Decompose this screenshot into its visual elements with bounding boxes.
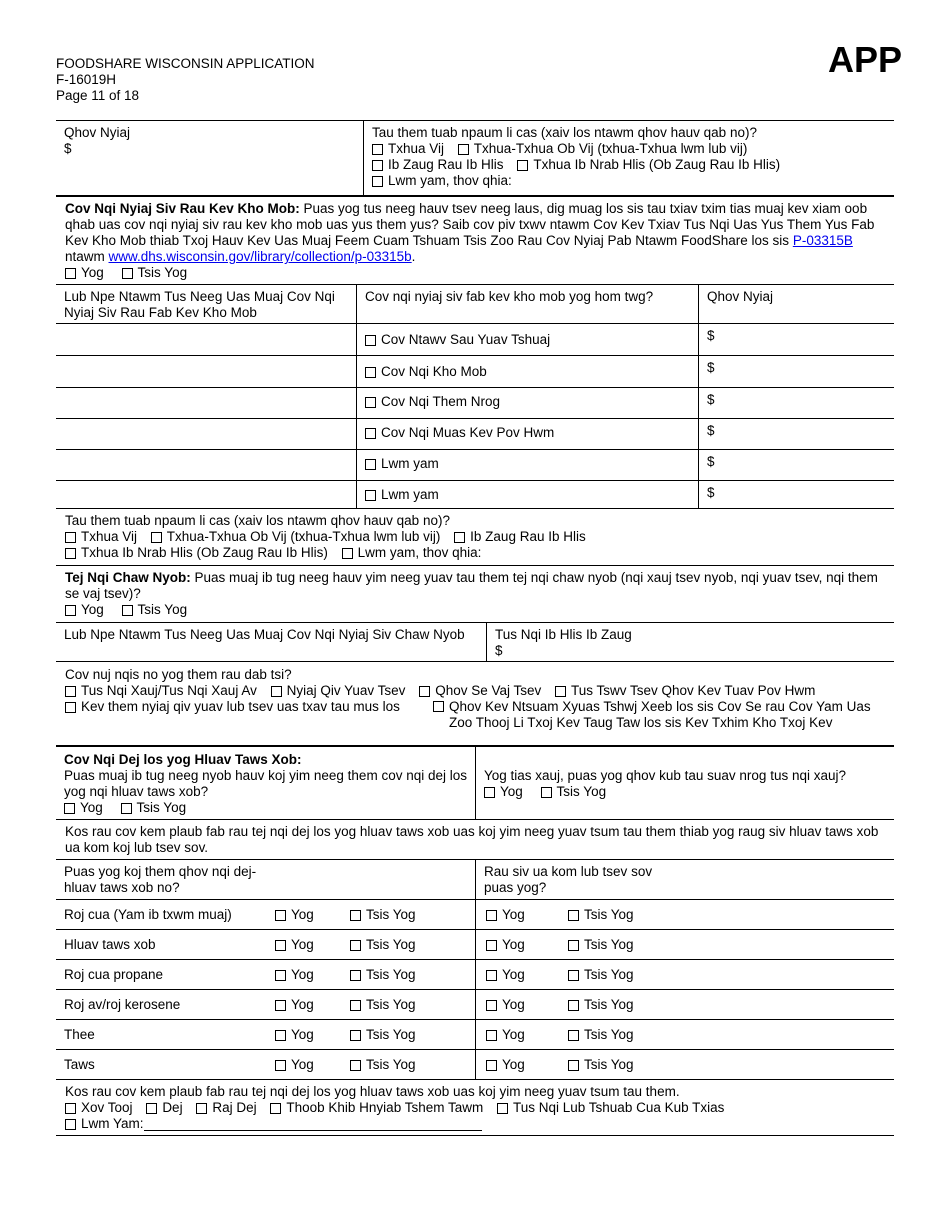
- shelter-amount-label: Tus Nqi Ib Hlis Ib Zaug: [495, 627, 632, 642]
- utility-heat-yes[interactable]: Yog: [486, 997, 568, 1013]
- utility-heat-no[interactable]: Tsis Yog: [568, 997, 634, 1013]
- medical-amount-field[interactable]: $: [698, 356, 894, 387]
- utility-heat-no[interactable]: Tsis Yog: [568, 1027, 634, 1043]
- medical-type-option[interactable]: Cov Nqi Muas Kev Pov Hwm: [356, 419, 698, 449]
- freq-option[interactable]: Ib Zaug Rau Ib Hlis: [454, 529, 586, 545]
- freq-option[interactable]: Txhua-Txhua Ob Vij (txhua-Txhua lwm lub vij): [151, 529, 441, 545]
- checkbox[interactable]: [64, 803, 75, 814]
- utility-pay-yes[interactable]: Yog: [275, 997, 350, 1013]
- utility-item-row: [56, 1050, 894, 1080]
- utility-header-row: [56, 747, 894, 820]
- freq-option[interactable]: Txhua-Txhua Ob Vij (txhua-Txhua lwm lub vij): [458, 141, 748, 157]
- medical-type-option[interactable]: Cov Ntawv Sau Yuav Tshuaj: [356, 324, 698, 355]
- medical-yes[interactable]: Yog: [65, 265, 104, 281]
- top-amount-row: [56, 121, 894, 197]
- utility-item-label: Roj cua propane: [64, 966, 164, 982]
- utility-pay-yes[interactable]: Yog: [275, 937, 350, 953]
- utility-pay-no[interactable]: Tsis Yog: [350, 1027, 416, 1043]
- utility-question: Puas muaj ib tug neeg nyob hauv koj yim neeg them cov nqi dej los yog nqi hluav taws xob?: [64, 768, 467, 799]
- medical-type-option[interactable]: Cov Nqi Them Nrog: [356, 388, 698, 418]
- medical-expense-row: [56, 324, 894, 356]
- utility-heat-no[interactable]: Tsis Yog: [568, 937, 634, 953]
- checkbox[interactable]: [151, 532, 162, 543]
- checkbox[interactable]: [275, 1060, 286, 1071]
- checkbox[interactable]: [372, 176, 383, 187]
- medical-name-field[interactable]: [56, 388, 356, 418]
- utility-heat-yes[interactable]: Yog: [486, 937, 568, 953]
- utility-item-row: [56, 930, 894, 960]
- checkbox[interactable]: [568, 1060, 579, 1071]
- utility-pay-no[interactable]: Tsis Yog: [350, 1057, 416, 1073]
- medical-amount-field[interactable]: $: [698, 388, 894, 418]
- shelter-section: [56, 566, 894, 623]
- utility-other-option[interactable]: Lwm Yam:: [65, 1116, 144, 1131]
- checkbox[interactable]: [433, 701, 444, 712]
- checkbox[interactable]: [454, 532, 465, 543]
- utility-item-label: Roj av/roj kerosene: [64, 996, 181, 1012]
- utility-option[interactable]: Raj Dej: [196, 1100, 256, 1116]
- shelter-option[interactable]: Qhov Se Vaj Tsev: [419, 683, 541, 699]
- checkbox[interactable]: [65, 702, 76, 713]
- utility-pay-no[interactable]: Tsis Yog: [350, 937, 416, 953]
- utility-pay-yes[interactable]: Yog: [275, 907, 350, 923]
- checkbox[interactable]: [350, 940, 361, 951]
- checkbox[interactable]: [350, 1030, 361, 1041]
- medical-no[interactable]: Tsis Yog: [122, 265, 188, 281]
- medical-section: [56, 197, 894, 285]
- app-badge: APP: [827, 39, 902, 80]
- medical-type-option[interactable]: Cov Nqi Kho Mob: [356, 356, 698, 387]
- shelter-no[interactable]: Tsis Yog: [122, 602, 188, 618]
- checkbox[interactable]: [486, 940, 497, 951]
- checkbox[interactable]: [122, 605, 133, 616]
- utility-no[interactable]: Tsis Yog: [121, 800, 187, 816]
- checkbox[interactable]: [568, 970, 579, 981]
- shelter-option[interactable]: Tus Nqi Xauj/Tus Nqi Xauj Av: [65, 683, 257, 699]
- medical-table-header: [56, 285, 894, 324]
- medical-freq-question: Tau them tuab npaum li cas (xaiv los ntawm qhov hauv qab no)?: [65, 513, 450, 528]
- checkbox[interactable]: [568, 1030, 579, 1041]
- utility-item-row: [56, 960, 894, 990]
- utility-heat-no[interactable]: Tsis Yog: [568, 967, 634, 983]
- shelter-option[interactable]: Tus Tswv Tsev Qhov Kev Tuav Pov Hwm: [555, 683, 815, 699]
- checkbox[interactable]: [372, 160, 383, 171]
- utility-item-label: Thee: [64, 1026, 95, 1042]
- checkbox[interactable]: [372, 144, 383, 155]
- checkbox[interactable]: [350, 1000, 361, 1011]
- checkbox[interactable]: [486, 1030, 497, 1041]
- utility-yes[interactable]: Yog: [64, 800, 103, 816]
- medical-amount-field[interactable]: $: [698, 324, 894, 355]
- checkbox[interactable]: [517, 160, 528, 171]
- medical-frequency: [56, 509, 894, 566]
- freq-option[interactable]: Txhua Ib Nrab Hlis (Ob Zaug Rau Ib Hlis): [517, 157, 780, 173]
- checkbox[interactable]: [65, 605, 76, 616]
- medical-expense-row: [56, 450, 894, 481]
- checkbox[interactable]: [65, 1119, 76, 1130]
- checkbox[interactable]: [419, 686, 430, 697]
- checkbox[interactable]: [458, 144, 469, 155]
- checkbox[interactable]: [146, 1103, 157, 1114]
- freq-option[interactable]: Lwm yam, thov qhia:: [342, 545, 482, 561]
- checkbox[interactable]: [497, 1103, 508, 1114]
- checkbox[interactable]: [271, 686, 282, 697]
- medical-name-field[interactable]: [56, 450, 356, 480]
- utility-item-row: [56, 990, 894, 1020]
- checkbox[interactable]: [568, 1000, 579, 1011]
- checkbox[interactable]: [486, 1000, 497, 1011]
- checkbox[interactable]: [65, 268, 76, 279]
- p03315b-link[interactable]: P-03315B: [792, 233, 853, 248]
- utility-col-headers: [56, 860, 894, 900]
- utility-item-row: [56, 1020, 894, 1050]
- checkbox[interactable]: [121, 803, 132, 814]
- checkbox[interactable]: [350, 1060, 361, 1071]
- checkbox[interactable]: [350, 910, 361, 921]
- medical-expense-row: [56, 388, 894, 419]
- checkbox[interactable]: [122, 268, 133, 279]
- utility-option[interactable]: Xov Tooj: [65, 1100, 133, 1116]
- checkbox[interactable]: [365, 428, 376, 439]
- checkbox[interactable]: [541, 787, 552, 798]
- page-number: Page 11 of 18: [56, 88, 140, 103]
- utility-other-section: [56, 1080, 894, 1136]
- utility-heat-yes[interactable]: Yog: [486, 1057, 568, 1073]
- checkbox[interactable]: [275, 910, 286, 921]
- utility-heat-header: Rau siv ua kom lub tsev sov puas yog?: [475, 860, 894, 899]
- checkbox[interactable]: [568, 910, 579, 921]
- medical-amount-field[interactable]: $: [698, 481, 894, 508]
- freq-option[interactable]: Lwm yam, thov qhia:: [372, 173, 512, 189]
- checkbox[interactable]: [486, 1060, 497, 1071]
- checkbox[interactable]: [270, 1103, 281, 1114]
- medical-name-field[interactable]: [56, 419, 356, 449]
- utility-item-label: Taws: [64, 1056, 95, 1072]
- utility-pay-yes[interactable]: Yog: [275, 1027, 350, 1043]
- freq-option[interactable]: Txhua Vij: [372, 141, 444, 157]
- utility-pay-yes[interactable]: Yog: [275, 1057, 350, 1073]
- amount-label: Qhov Nyiaj: [64, 125, 131, 140]
- utility-heat-yes[interactable]: Yog: [486, 907, 568, 923]
- checkbox[interactable]: [65, 686, 76, 697]
- rent-heat-yes[interactable]: Yog: [484, 784, 523, 800]
- utility-pay-no[interactable]: Tsis Yog: [350, 967, 416, 983]
- checkbox[interactable]: [65, 532, 76, 543]
- checkbox[interactable]: [342, 548, 353, 559]
- checkbox[interactable]: [196, 1103, 207, 1114]
- frequency-question: Tau them tuab npaum li cas (xaiv los ntawm qhov hauv qab no)?: [372, 125, 757, 140]
- checkbox[interactable]: [275, 940, 286, 951]
- utility-heat-no[interactable]: Tsis Yog: [568, 1057, 634, 1073]
- dhs-link[interactable]: www.dhs.wisconsin.gov/library/collection/p-03315b: [108, 249, 412, 264]
- checkbox[interactable]: [568, 940, 579, 951]
- medical-text: Cov Nqi Nyiaj Siv Rau Kev Kho Mob: Puas yog tus neeg hauv tsev neeg laus, dig muag los sis tau txiav txim tias muaj kev xiam oob qhab uas cov nqi nyiaj siv rau kev kho mob uas yus them yus? Saib cov piv txwv ntawm Cov Kev Txiav Tus Nqi Uas Yus Them Yus Fab Kev Kho Mob thiab Txoj Hauv Kev Uas Muaj Feem Cuam Tshuam Tsis Zoo Rau Cov Nyiaj Pab Ntawm FoodShare los sis P-03315B ntawm www.dhs.wisconsin.gov/library/collection/p-03315b.: [65, 201, 875, 264]
- col-type-header: Cov nqi nyiaj siv fab kev kho mob yog hom twg?: [356, 285, 698, 323]
- medical-name-field[interactable]: [56, 481, 356, 508]
- form-body: [56, 120, 894, 1136]
- medical-amount-field[interactable]: $: [698, 450, 894, 480]
- amount-field[interactable]: $: [64, 141, 72, 156]
- shelter-table-row: [56, 623, 894, 662]
- utility-pay-yes[interactable]: Yog: [275, 967, 350, 983]
- utility-last-question: Kos rau cov kem plaub fab rau tej nqi dej los yog hluav taws xob uas koj yim neeg yuav tsum tau them.: [65, 1084, 680, 1099]
- freq-option[interactable]: Txhua Vij: [65, 529, 137, 545]
- medical-type-option[interactable]: Lwm yam: [356, 450, 698, 480]
- other-text-line[interactable]: [144, 1118, 482, 1131]
- utility-option[interactable]: Dej: [146, 1100, 182, 1116]
- checkbox[interactable]: [484, 787, 495, 798]
- utility-heat-yes[interactable]: Yog: [486, 1027, 568, 1043]
- utility-title: Cov Nqi Dej los yog Hluav Taws Xob:: [64, 752, 302, 767]
- checkbox[interactable]: [486, 910, 497, 921]
- shelter-text: Tej Nqi Chaw Nyob: Puas muaj ib tug neeg hauv yim neeg yuav tau them tej nqi chaw nyob (nqi xauj tsev nyob, nqi yuav tsev, nqi them se vaj tsev)?: [65, 570, 878, 601]
- shelter-option[interactable]: Kev them nyiaj qiv yuav lub tsev uas txav tau mus los: [65, 699, 425, 731]
- utility-item-row: [56, 900, 894, 930]
- shelter-question: Cov nuj nqis no yog them rau dab tsi?: [65, 667, 292, 682]
- utility-option[interactable]: Tus Nqi Lub Tshuab Cua Kub Txias: [497, 1100, 724, 1116]
- form-number: F-16019H: [56, 72, 117, 87]
- col-name-header: Lub Npe Ntawm Tus Neeg Uas Muaj Cov Nqi Nyiaj Siv Rau Fab Kev Kho Mob: [64, 289, 335, 320]
- shelter-option[interactable]: Nyiaj Qiv Yuav Tsev: [271, 683, 406, 699]
- medical-name-field[interactable]: [56, 356, 356, 387]
- form-title: FOODSHARE WISCONSIN APPLICATION: [56, 56, 315, 71]
- checkbox[interactable]: [275, 1000, 286, 1011]
- utility-pay-header: Puas yog koj them qhov nqi dej-hluav taws xob no?: [64, 864, 257, 895]
- utility-pay-no[interactable]: Tsis Yog: [350, 907, 416, 923]
- freq-option[interactable]: Ib Zaug Rau Ib Hlis: [372, 157, 504, 173]
- checkbox[interactable]: [365, 490, 376, 501]
- shelter-yes[interactable]: Yog: [65, 602, 104, 618]
- utility-heat-yes[interactable]: Yog: [486, 967, 568, 983]
- checkbox[interactable]: [65, 548, 76, 559]
- utility-heat-no[interactable]: Tsis Yog: [568, 907, 634, 923]
- utility-option[interactable]: Thoob Khib Hnyiab Tshem Tawm: [270, 1100, 483, 1116]
- medical-expense-row: [56, 419, 894, 450]
- shelter-option[interactable]: Qhov Kev Ntsuam Xyuas Tshwj Xeeb los sis Cov Se rau Cov Yam Uas Zoo Thooj Li Txoj Kev Taug Taw los sis Kev Txhim Kho Txoj Kev: [433, 699, 885, 731]
- utility-rows: [56, 900, 894, 1080]
- shelter-name-field[interactable]: Lub Npe Ntawm Tus Neeg Uas Muaj Cov Nqi Nyiaj Siv Chaw Nyob: [64, 627, 465, 642]
- checkbox[interactable]: [65, 1103, 76, 1114]
- utility-pay-no[interactable]: Tsis Yog: [350, 997, 416, 1013]
- checkbox[interactable]: [365, 367, 376, 378]
- checkbox[interactable]: [350, 970, 361, 981]
- medical-name-field[interactable]: [56, 324, 356, 355]
- freq-option[interactable]: Txhua Ib Nrab Hlis (Ob Zaug Rau Ib Hlis): [65, 545, 328, 561]
- medical-type-option[interactable]: Lwm yam: [356, 481, 698, 508]
- utility-instruction: Kos rau cov kem plaub fab rau tej nqi dej los yog hluav taws xob uas koj yim neeg yuav tsum tau them thiab yog raug siv hluav taws xob ua kom koj lub tsev sov.: [56, 820, 894, 860]
- medical-rows: [56, 324, 894, 509]
- checkbox[interactable]: [275, 1030, 286, 1041]
- shelter-purpose: [56, 662, 894, 747]
- checkbox[interactable]: [486, 970, 497, 981]
- utility-item-label: Hluav taws xob: [64, 936, 156, 952]
- shelter-amount-field[interactable]: $: [495, 643, 503, 658]
- form-header: [56, 56, 315, 104]
- checkbox[interactable]: [275, 970, 286, 981]
- checkbox[interactable]: [365, 397, 376, 408]
- checkbox[interactable]: [365, 335, 376, 346]
- checkbox[interactable]: [555, 686, 566, 697]
- rent-heat-no[interactable]: Tsis Yog: [541, 784, 607, 800]
- utility-item-label: Roj cua (Yam ib txwm muaj): [64, 906, 232, 922]
- medical-expense-row: [56, 356, 894, 388]
- rent-heat-question: Yog tias xauj, puas yog qhov kub tau suav nrog tus nqi xauj?: [484, 768, 846, 783]
- col-amount-header: Qhov Nyiaj: [698, 285, 894, 323]
- medical-amount-field[interactable]: $: [698, 419, 894, 449]
- medical-expense-row: [56, 481, 894, 509]
- checkbox[interactable]: [365, 459, 376, 470]
